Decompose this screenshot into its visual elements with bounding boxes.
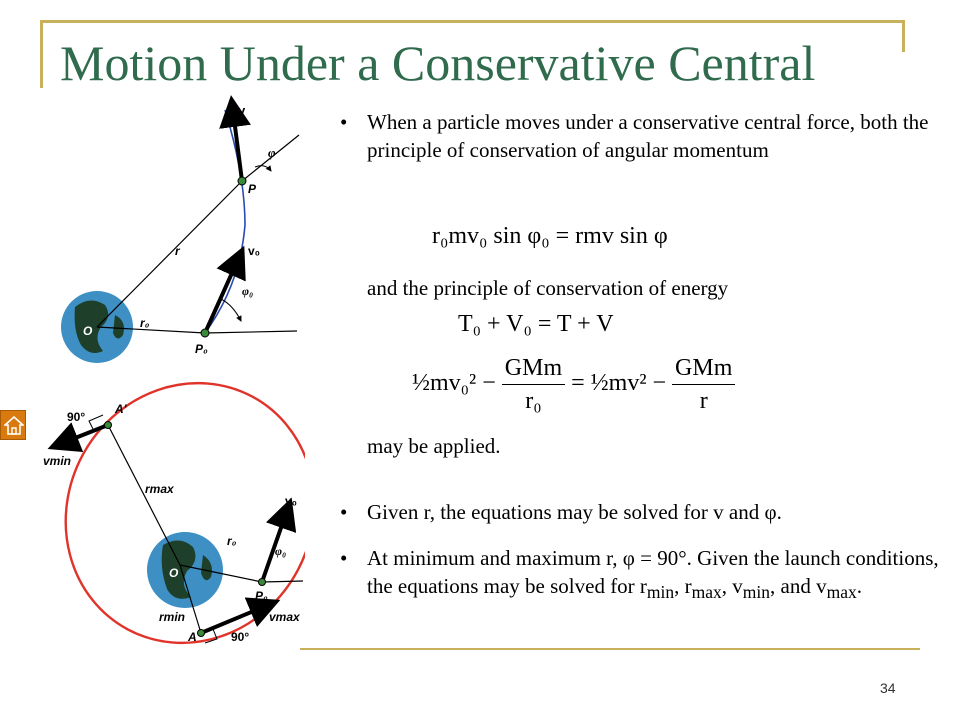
label-r: r [175,244,180,258]
energy-intro-text: and the principle of conservation of energy [367,276,729,300]
frame-right-rule [902,20,905,52]
radius-line-r [97,181,242,327]
equation-energy-expanded: ½mv₀² − GMm r₀ = ½mv² − GMm r [412,352,735,417]
label-O: O [83,324,93,338]
home-icon [4,416,24,436]
label-P: P [248,182,257,196]
label-A: A [188,630,197,644]
orbit-diagrams [35,95,305,655]
label-v0: v₀ [248,244,261,258]
velocity-arrow-v0 [205,253,241,333]
label-vmax: vmax [269,610,300,624]
label-90-top: 90° [67,410,86,424]
equation-angular-momentum: r₀mv₀ sin φ₀ = rmv sin φ [432,223,668,249]
frame-left-rule [40,20,43,88]
frame-top-rule [40,20,902,23]
may-be-applied-text: may be applied. [367,434,501,458]
label-v0-bottom: v₀ [285,494,298,508]
label-P0: P₀ [195,342,208,356]
label-rmax: rmax [145,482,174,496]
slide-title: Motion Under a Conservative Central [60,35,816,91]
label-phi0: φ₀ [242,284,254,298]
orbit-ellipse-diagram [35,339,305,655]
trajectory-diagram [61,103,299,363]
label-vmin: vmin [43,454,72,468]
bullet-2-text: Given r, the equations may be solved for v and φ. [367,500,782,524]
label-r0: r₀ [140,316,150,330]
label-P0-bottom: P₀ [255,589,268,603]
frame-bottom-rule [300,648,920,650]
bullet-1-text: When a particle moves under a conservative central force, both the principle of conservation of angular momentum [367,110,929,163]
bullet-1 [340,108,947,164]
velocity-arrow-vmin [55,425,108,446]
bullet-3: • At minimum and maximum r, φ = 90°. Given the launch conditions, the equations may be solved for $r_{min}$, $r_{max}$, $v_{min}$, and $v_{max}$. [340,544,947,605]
label-A-prime: A' [115,402,127,416]
label-v: v [238,103,246,118]
label-phi: φ [268,145,276,160]
label-90-bottom: 90° [231,630,250,644]
bullet-2 [340,498,947,526]
home-button[interactable] [0,410,26,440]
label-O-bottom: O [169,566,179,580]
label-rmin: rmin [159,610,186,624]
label-phi0-bottom: φ₀ [275,544,287,558]
label-r0-bottom: r₀ [227,534,237,548]
page-number: 34 [880,680,896,696]
equation-energy: T₀ + V₀ = T + V [458,311,614,337]
